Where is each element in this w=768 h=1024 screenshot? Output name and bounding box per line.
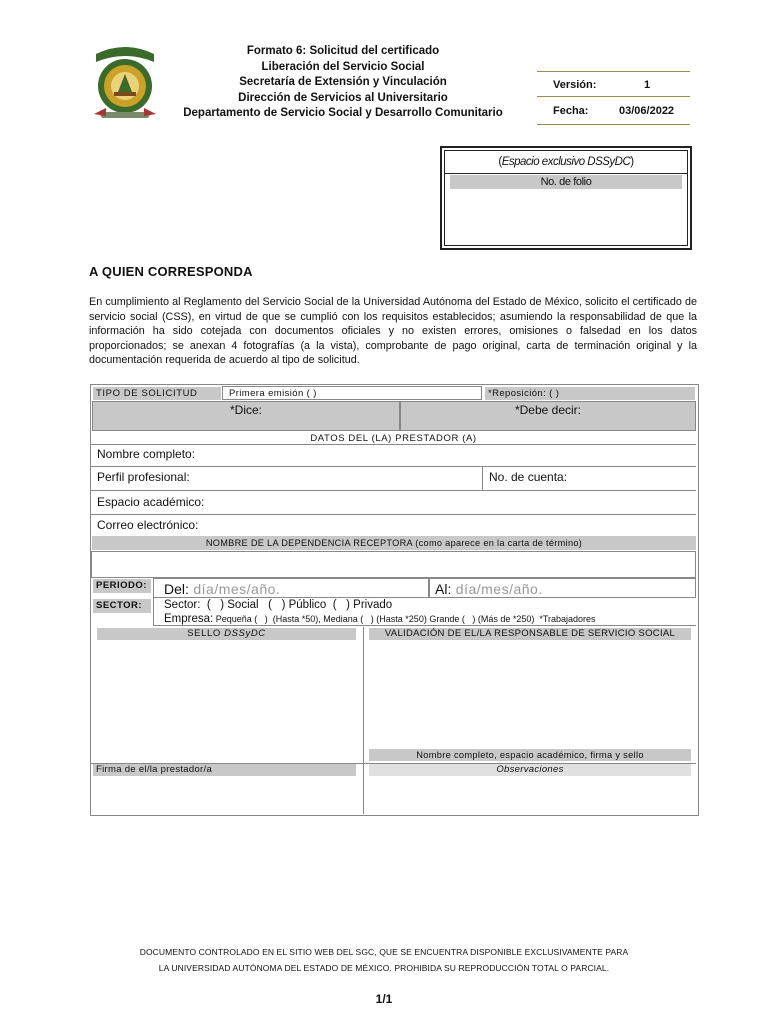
debe-decir-field[interactable]: [400, 401, 696, 431]
del-value: día/mes/año.: [193, 581, 281, 597]
validacion-area[interactable]: [364, 627, 696, 763]
datos-prestador-header: DATOS DEL (LA) PRESTADOR (A): [91, 432, 696, 445]
al-label: Al:: [435, 581, 452, 597]
version-label: Versión:: [553, 79, 597, 91]
espacio-academico-label: Espacio académico:: [97, 495, 205, 509]
header-line-5: Departamento de Servicio Social y Desarrollo Comunitario: [183, 107, 503, 119]
folio-number-label: No. de folio: [450, 175, 682, 189]
meta-rule-middle: [537, 96, 690, 97]
correo-electronico-field[interactable]: [91, 515, 696, 536]
dependencia-input[interactable]: [91, 551, 696, 578]
header-line-4: Dirección de Servicios al Universitario: [238, 91, 448, 104]
folio-title-open: (: [498, 156, 502, 168]
empresa-label: Empresa:: [164, 613, 214, 625]
primera-emision-option[interactable]: Primera emisión ( ): [222, 386, 482, 400]
nombre-completo-field[interactable]: [91, 445, 696, 467]
periodo-al-field[interactable]: [429, 578, 696, 598]
folio-title-italic: Espacio exclusivo DSSyDC: [501, 156, 631, 168]
sector-label: SECTOR:: [93, 599, 151, 613]
periodo-del-field[interactable]: [153, 578, 429, 598]
nombre-completo-label: Nombre completo:: [97, 447, 196, 461]
page-number: 1/1: [375, 992, 393, 1006]
date-label: Fecha:: [553, 105, 589, 117]
meta-rule-bottom: [537, 124, 690, 125]
header-line-1: Formato 6: Solicitud del certificado: [246, 45, 440, 57]
sello-label: SELLO: [187, 628, 221, 639]
del-label: Del:: [164, 581, 189, 597]
version-value: 1: [644, 79, 651, 91]
header-line-3: Secretaría de Extensión y Vinculación: [239, 76, 447, 88]
folio-title-close: ): [630, 156, 634, 168]
sello-label-italic: DSSyDC: [224, 628, 266, 639]
empresa-line: [164, 612, 696, 625]
sello-area[interactable]: [91, 627, 364, 763]
empresa-options: Pequeña ( ) (Hasta *50), Mediana ( ) (Hasta *250) Grande ( ) (Más de *250) *Trabajadores: [213, 614, 596, 624]
correo-electronico-label: Correo electrónico:: [97, 518, 199, 532]
espacio-academico-field[interactable]: [91, 491, 696, 515]
date-value: 03/06/2022: [619, 105, 675, 117]
folio-title: [445, 151, 687, 174]
request-paragraph: En cumplimiento al Reglamento del Servicio Social de la Universidad Autónoma del Estado de México, solicito el certificado de servicio social (CSS), en virtud de que se cumplió con los requisitos establecidos; asumiendo la responsabilidad de que la información ha sido cotejada con documentos oficiales y no existen errores, omisiones o falsedad en los datos proporcionados; se anexan 4 fotografías (a la vista), comprobante de pago original, carta de terminación original y la documentación requerida de acuerdo al tipo de solicitud.: [89, 296, 697, 367]
al-value: día/mes/año.: [455, 581, 543, 597]
meta-rule-top: [537, 71, 690, 72]
dice-label: *Dice:: [229, 403, 262, 417]
dependencia-header: NOMBRE DE LA DEPENDENCIA RECEPTORA (como aparece en la carta de término): [92, 536, 696, 550]
request-form: [90, 384, 699, 816]
footer-line-2: LA UNIVERSIDAD AUTÓNOMA DEL ESTADO DE MÉXICO. PROHIBIDA SU REPRODUCCIÓN TOTAL O PARCIAL.: [158, 963, 610, 973]
perfil-profesional-label: Perfil profesional:: [97, 470, 190, 484]
debe-decir-label: *Debe decir:: [514, 403, 582, 417]
folio-box: [440, 146, 692, 250]
university-seal-logo: [92, 42, 158, 122]
periodo-label: PERIODO:: [93, 579, 151, 593]
firma-prestador-label: Firma de el/la prestador/a: [93, 764, 356, 776]
reposicion-option[interactable]: *Reposición: ( ): [485, 387, 695, 400]
tipo-solicitud-label: TIPO DE SOLICITUD: [93, 387, 221, 400]
perfil-profesional-field[interactable]: [91, 467, 483, 491]
validacion-header: VALIDACIÓN DE EL/LA RESPONSABLE DE SERVICIO SOCIAL: [369, 628, 691, 640]
nombre-firma-label: Nombre completo, espacio académico, firma y sello: [369, 749, 691, 761]
salutation: A QUIEN CORRESPONDA: [89, 264, 253, 279]
dice-field[interactable]: [92, 401, 400, 431]
document-header: [180, 44, 506, 122]
numero-cuenta-field[interactable]: [483, 467, 696, 491]
sector-options[interactable]: [153, 598, 696, 626]
header-line-2: Liberación del Servicio Social: [261, 60, 425, 73]
sector-line: Sector: ( ) Social ( ) Público ( ) Privado: [164, 599, 393, 611]
observaciones-label: Observaciones: [369, 764, 691, 776]
numero-cuenta-label: No. de cuenta:: [489, 470, 568, 484]
footer-line-1: DOCUMENTO CONTROLADO EN EL SITIO WEB DEL SGC, QUE SE ENCUENTRA DISPONIBLE EXCLUSIVAMENTE PARA: [139, 947, 629, 957]
